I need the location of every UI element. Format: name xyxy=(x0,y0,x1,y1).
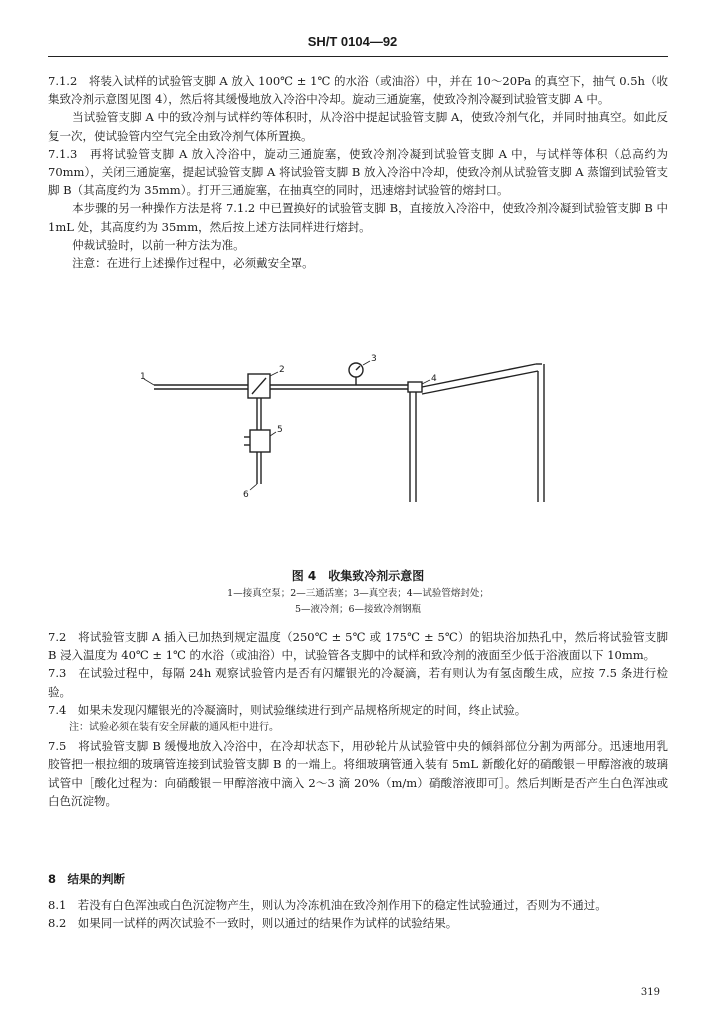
para-7-1-2: 7.1.2 将装入试样的试验管支脚 A 放入 100℃ ± 1℃ 的水浴（或油浴）中，并在 10～20Pa 的真空下，抽气 0.5h（收集致冷剂示意图见图 4），然后将其缓慢地放入冷浴中冷却。旋动三通旋塞，使致冷剂冷凝到试验管支脚 A 中。 xyxy=(48,74,668,107)
para-alt-method: 本步骤的另一种操作方法是将 7.1.2 中已置换好的试验管支脚 B，直接放入冷浴中，使致冷剂冷凝到试验管支脚 B 中 1mL 处，其高度约为 35mm，然后按上述方法同样进行熔封。 xyxy=(48,201,668,234)
para-7-3: 7.3 在试验过程中，每隔 24h 观察试验管内是否有闪耀银光的冷凝滴，若有则认为有氢卤酸生成，应按 7.5 条进行检验。 xyxy=(48,666,668,699)
figure-caption: 图 4 收集致冷剂示意图 xyxy=(291,569,425,583)
text-block-procedure xyxy=(48,72,668,272)
para-arbitration: 仲裁试验时，以前一种方法为准。 xyxy=(72,237,245,252)
page-number: 319 xyxy=(640,987,660,998)
section-heading-8: 8 结果的判断 xyxy=(48,872,126,886)
para-7-2: 7.2 将试验管支脚 A 插入已加热到规定温度（250℃ ± 5℃ 或 175℃ ± 5℃）的铝块浴加热孔中，然后将试验管支脚 B 浸入温度为 40℃ ± 1℃ 的水浴（或油浴）中，试验管各支脚中的试样和致冷剂的液面至少低于浴液面以下 10mm。 xyxy=(48,630,668,663)
label-6: 6 xyxy=(243,490,249,500)
label-4: 4 xyxy=(431,374,437,384)
figure-legend-line-1: 1—接真空泵；2—三通活塞；3—真空表；4—试验管熔封处； xyxy=(227,588,489,599)
label-1: 1 xyxy=(140,372,146,382)
para-8-2: 8.2 如果同一试样的两次试验不一致时，则以通过的结果作为试样的试验结果。 xyxy=(48,916,458,931)
para-7-5: 7.5 将试验管支脚 B 缓慢地放入冷浴中，在冷却状态下，用砂轮片从试验管中央的倾斜部位分割为两部分。迅速地用乳胶管把一根拉细的玻璃管连接到试验管支脚 B 的一端上。将细玻璃管通入装有 5mL 新酸化好的硝酸银－甲醇溶液的玻璃试管中［酸化过程为：向硝酸银－甲醇溶液中滴入 2～3 滴 20%（m/m）硝酸溶液即可］。然后判断是否产生白色浑浊或白色沉淀物。 xyxy=(48,739,668,808)
label-5: 5 xyxy=(277,425,283,435)
label-3: 3 xyxy=(371,354,377,364)
para-safety-note: 注意：在进行上述操作过程中，必须戴安全罩。 xyxy=(72,256,314,271)
label-2: 2 xyxy=(279,365,285,375)
text-block-results xyxy=(48,870,668,933)
para-7-1-2-cont: 当试验管支脚 A 中的致冷剂与试样约等体积时，从冷浴中提起试验管支脚 A，使致冷剂气化，并同时抽真空。如此反复一次，使试验管内空气完全由致冷剂气体所置换。 xyxy=(48,110,668,143)
header-rule xyxy=(48,56,668,57)
page-header: SH/T 0104—92 xyxy=(307,34,398,49)
figure-legend-line-2: 5—液冷剂；6—接致冷剂钢瓶 xyxy=(294,604,422,615)
para-7-1-3: 7.1.3 再将试验管支脚 A 放入冷浴中，旋动三通旋塞，使致冷剂冷凝到试验管支脚 A 中，与试样等体积（总高约为 70mm），关闭三通旋塞，提起试验管支脚 A 将试验管支脚 B 放入冷浴中冷却，使致冷剂从试验管支脚 A 蒸馏到试验管支脚 B（其高度约为 35mm）。打开三通旋塞，在抽真空的同时，迅速熔封试验管的熔封口。 xyxy=(48,146,668,198)
para-7-4: 7.4 如果未发现闪耀银光的冷凝滴时，则试验继续进行到产品规格所规定的时间，终止试验。 xyxy=(48,702,527,717)
para-note: 注：试验必须在装有安全屏蔽的通风柜中进行。 xyxy=(69,722,279,734)
para-8-1: 8.1 若没有白色浑浊或白色沉淀物产生，则认为冷冻机油在致冷剂作用下的稳定性试验通过，否则为不通过。 xyxy=(48,898,607,913)
text-block-test xyxy=(48,628,668,810)
apparatus-diagram xyxy=(140,352,580,512)
